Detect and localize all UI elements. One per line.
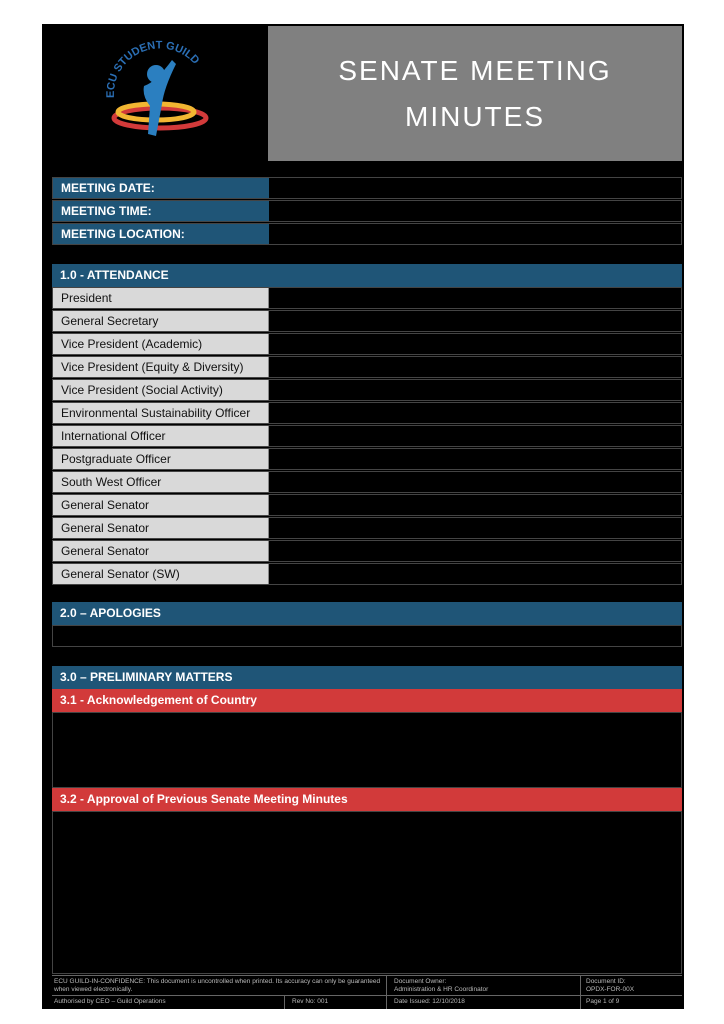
attendance-role: President — [53, 288, 269, 308]
footer-authorised: Authorised by CEO – Guild Operations — [54, 998, 166, 1005]
approval-minutes-heading: 3.2 - Approval of Previous Senate Meeting Minutes — [52, 788, 682, 811]
attendance-role: General Senator — [53, 518, 269, 538]
attendance-row — [52, 563, 682, 585]
meeting-date-row — [52, 177, 682, 199]
attendance-role: General Senator — [53, 495, 269, 515]
attendance-row — [52, 379, 682, 401]
attendance-row — [52, 402, 682, 424]
attendance-role: South West Officer — [53, 472, 269, 492]
attendance-name-field[interactable] — [269, 541, 681, 561]
footer-doc-id-label: Document ID: — [586, 978, 626, 985]
preliminary-heading: 3.0 – PRELIMINARY MATTERS — [52, 666, 682, 689]
footer-revision: Rev No: 001 — [292, 998, 329, 1005]
attendance-name-field[interactable] — [269, 311, 681, 331]
attendance-row — [52, 310, 682, 332]
attendance-name-field[interactable] — [269, 334, 681, 354]
meeting-location-row — [52, 223, 682, 245]
acknowledgement-field[interactable] — [52, 712, 682, 788]
attendance-name-field[interactable] — [269, 518, 681, 538]
approval-minutes-field[interactable] — [52, 811, 682, 974]
document-title: SENATE MEETING MINUTES — [338, 54, 612, 132]
footer-page-number: Page 1 of 9 — [586, 998, 620, 1005]
attendance-row — [52, 425, 682, 447]
attendance-role: Postgraduate Officer — [53, 449, 269, 469]
attendance-name-field[interactable] — [269, 288, 681, 308]
meeting-location-label: MEETING LOCATION: — [53, 224, 269, 244]
guild-logo-graphic — [52, 26, 268, 161]
attendance-row — [52, 448, 682, 470]
footer-confidence-note: ECU GUILD-IN-CONFIDENCE: This document is uncontrolled when printed. Its accuracy can only be guaranteed when viewed electronically. — [54, 978, 381, 993]
meeting-location-field[interactable] — [269, 224, 681, 244]
attendance-role: General Senator — [53, 541, 269, 561]
attendance-row — [52, 471, 682, 493]
acknowledgement-heading: 3.1 - Acknowledgement of Country — [52, 689, 682, 712]
document-footer — [52, 975, 682, 1009]
meeting-date-label: MEETING DATE: — [53, 178, 269, 198]
meeting-time-field[interactable] — [269, 201, 681, 221]
footer-owner-label: Document Owner: — [394, 978, 447, 985]
footer-doc-id: OPDX-FOR-00X — [586, 986, 635, 993]
attendance-name-field[interactable] — [269, 495, 681, 515]
meeting-time-row — [52, 200, 682, 222]
attendance-name-field[interactable] — [269, 357, 681, 377]
guild-logo — [52, 26, 268, 161]
attendance-row — [52, 356, 682, 378]
attendance-role: Vice President (Social Activity) — [53, 380, 269, 400]
attendance-role: Environmental Sustainability Officer — [53, 403, 269, 423]
attendance-name-field[interactable] — [269, 403, 681, 423]
attendance-name-field[interactable] — [269, 564, 681, 584]
attendance-role: Vice President (Academic) — [53, 334, 269, 354]
attendance-heading: 1.0 - ATTENDANCE — [52, 264, 682, 287]
attendance-row — [52, 333, 682, 355]
logo-arc-text: ECU STUDENT GUILD — [104, 39, 202, 99]
attendance-row — [52, 517, 682, 539]
attendance-role: International Officer — [53, 426, 269, 446]
attendance-name-field[interactable] — [269, 426, 681, 446]
attendance-name-field[interactable] — [269, 380, 681, 400]
footer-owner: Administration & HR Coordinator — [394, 986, 489, 993]
meeting-date-field[interactable] — [269, 178, 681, 198]
attendance-row — [52, 287, 682, 309]
apologies-heading: 2.0 – APOLOGIES — [52, 602, 682, 625]
attendance-name-field[interactable] — [269, 472, 681, 492]
document-title-box — [268, 26, 682, 161]
document-header — [52, 26, 682, 161]
attendance-role: General Secretary — [53, 311, 269, 331]
attendance-row — [52, 540, 682, 562]
attendance-name-field[interactable] — [269, 449, 681, 469]
apologies-field[interactable] — [52, 625, 682, 647]
meeting-time-label: MEETING TIME: — [53, 201, 269, 221]
attendance-role: General Senator (SW) — [53, 564, 269, 584]
attendance-role: Vice President (Equity & Diversity) — [53, 357, 269, 377]
document-page — [42, 24, 684, 1009]
footer-date-issued: Date Issued: 12/10/2018 — [394, 998, 465, 1005]
attendance-row — [52, 494, 682, 516]
